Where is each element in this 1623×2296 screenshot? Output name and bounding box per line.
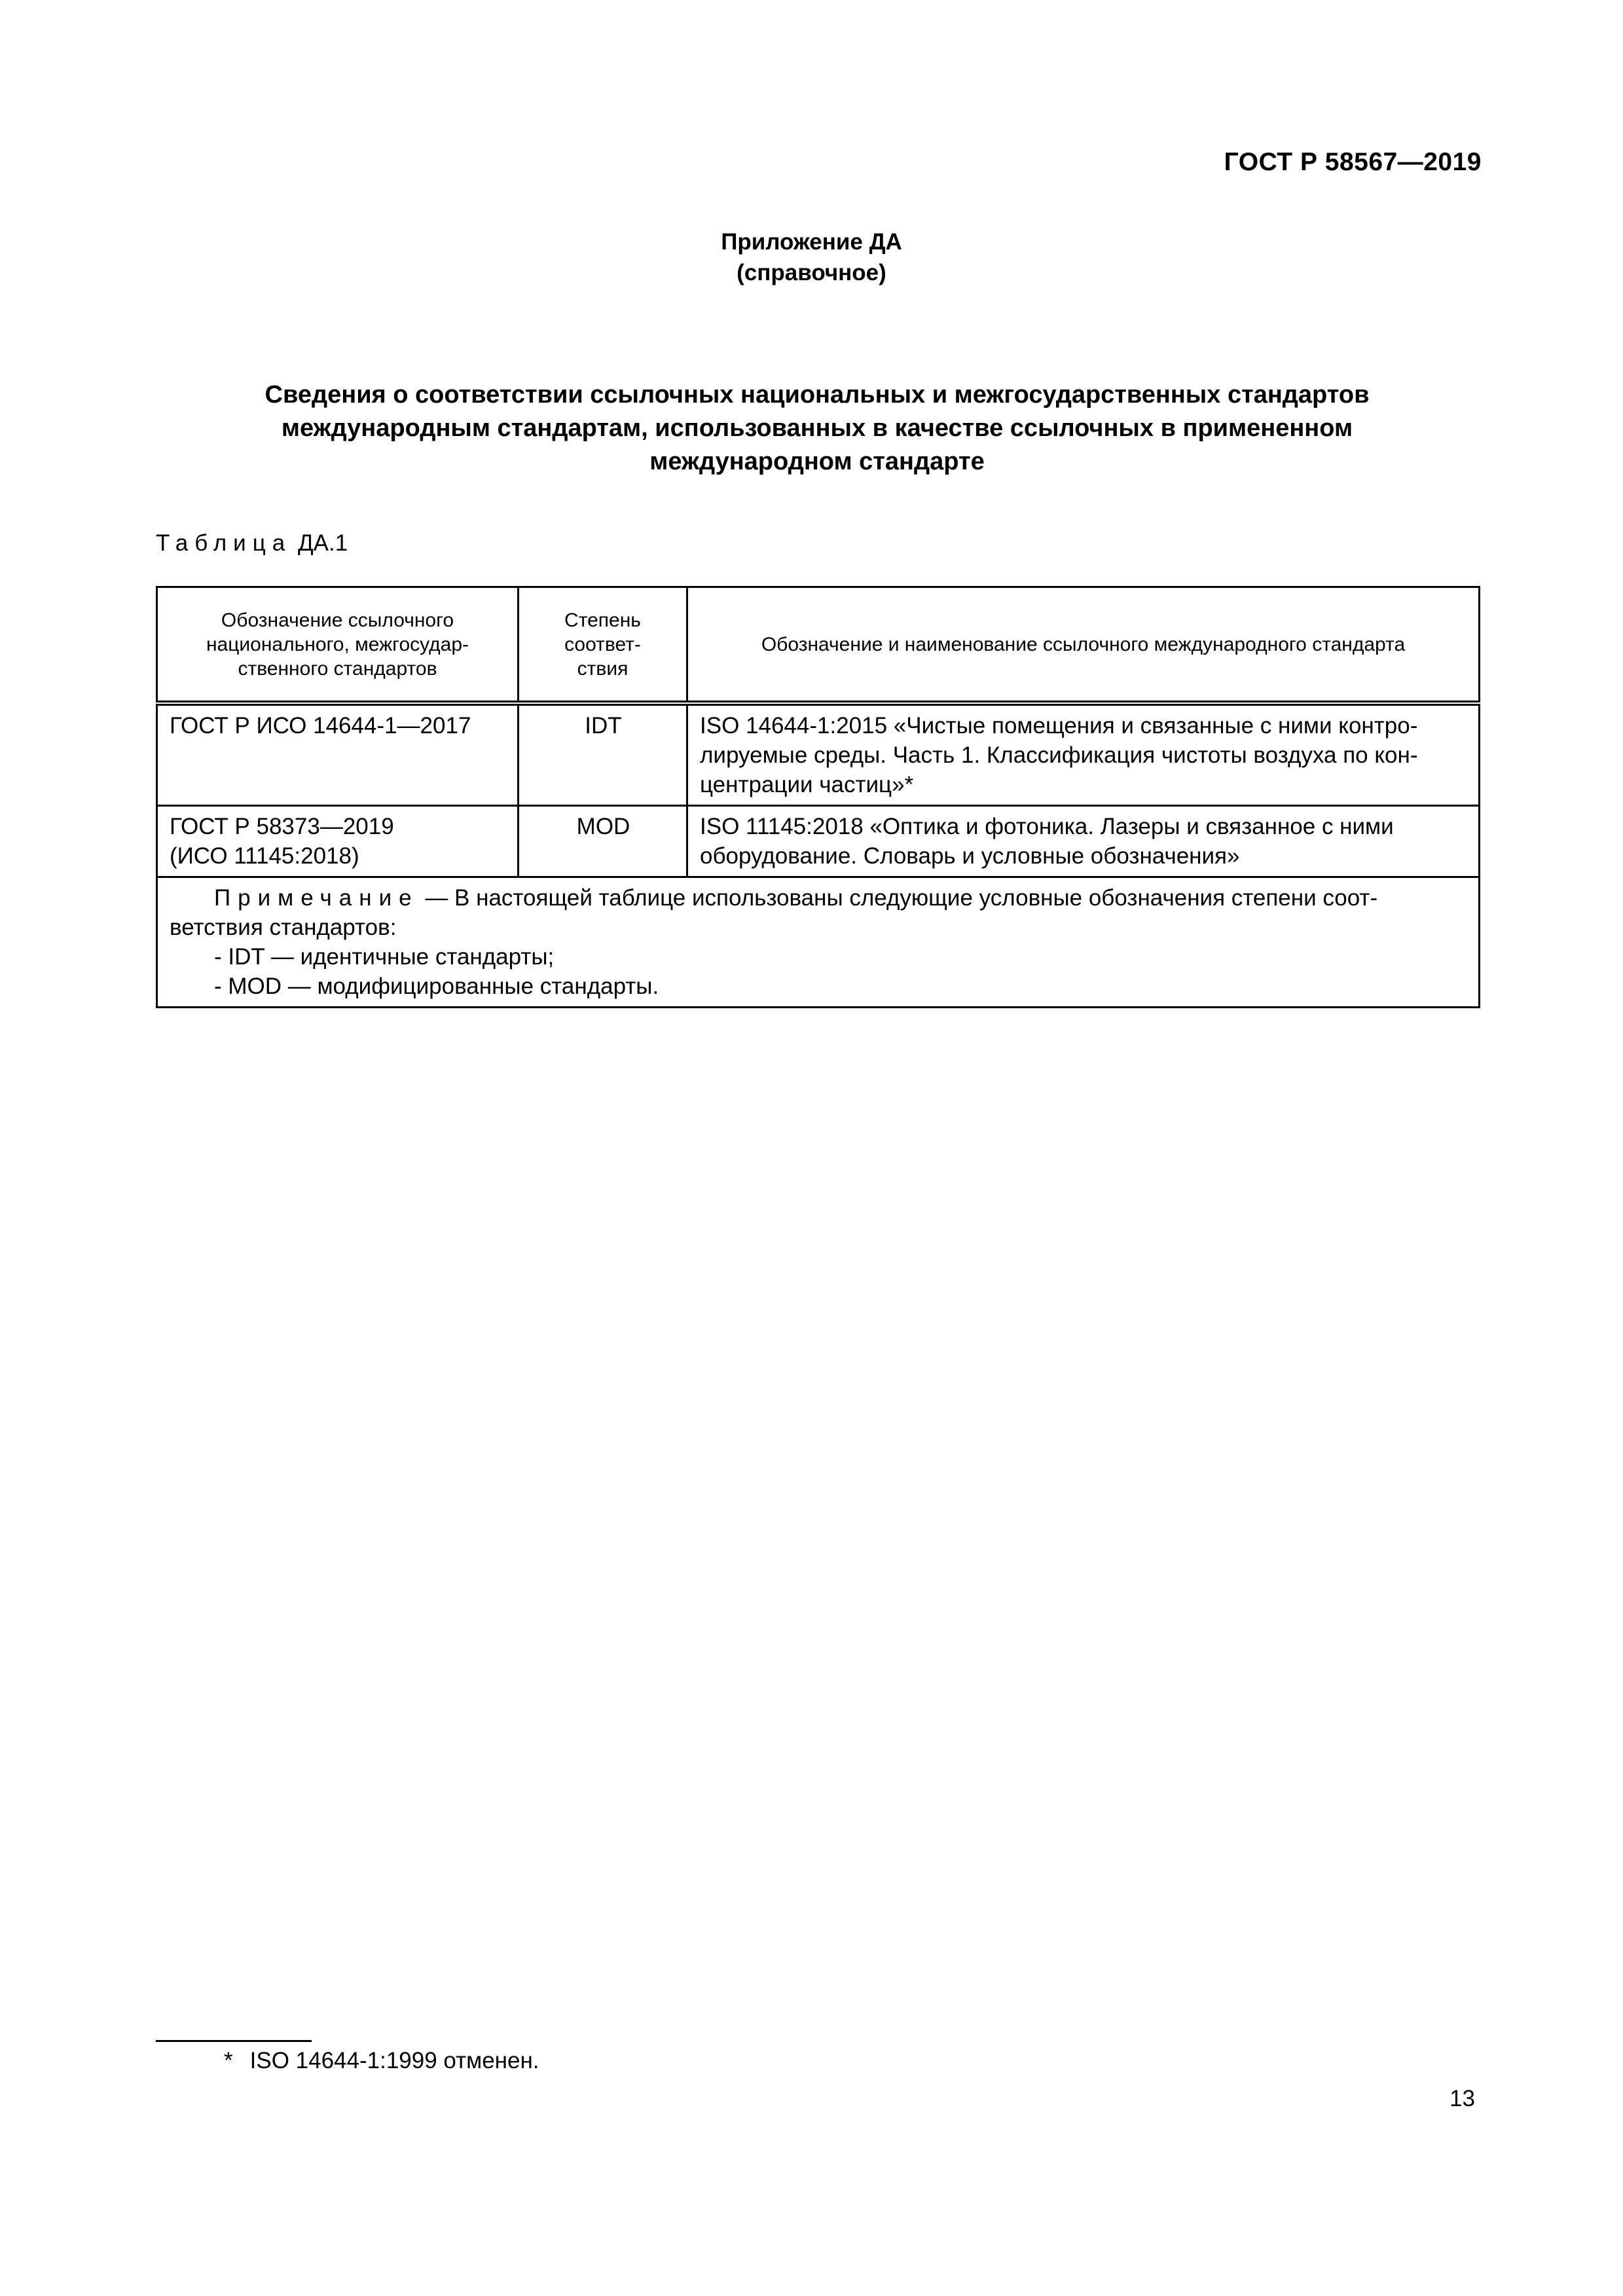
note-text: ветствия стандартов: [170,915,397,940]
footnote-text: ISO 14644-1:1999 отменен. [249,2048,539,2073]
note-label: Примечание [214,885,419,911]
note-item: - IDT — идентичные стандарты; [214,944,555,970]
table-row [157,703,1480,806]
header-national-standard: Обозначение ссылочного национального, межгосудар- ственного стандартов [157,587,519,704]
main-title-line: международным стандартам, использованных в качестве ссылочных в примененном [281,414,1353,442]
page-number: 13 [1450,2086,1475,2111]
table-caption [156,530,348,556]
cell-national-standard: ГОСТ Р 58373—2019 (ИСО 11145:2018) [157,806,519,877]
document-code: ГОСТ Р 58567—2019 [1224,148,1482,176]
header-degree: Степень соответ- ствия [519,587,687,704]
cell-national-standard: ГОСТ Р ИСО 14644-1—2017 [157,703,519,806]
appendix-heading [0,227,1623,288]
cell-degree: IDT [519,703,687,806]
footnote-mark: * [224,2048,233,2073]
table-caption-word: Таблица [156,530,292,556]
footnote [224,2048,539,2074]
appendix-subtitle: (справочное) [737,260,886,285]
cell-international-standard: ISO 11145:2018 «Оптика и фотоника. Лазеры и связанное с ними оборудование. Словарь и условные обозначения» [687,806,1480,877]
note-text: — В настоящей таблице использованы следующие условные обозначения степени соот- [418,885,1378,911]
table-header-row [157,587,1480,704]
table-note-row [157,877,1480,1008]
main-title-line: международном стандарте [649,448,985,475]
header-international-standard: Обозначение и наименование ссылочного международного стандарта [687,587,1480,704]
references-table [156,586,1480,1008]
main-title-line: Сведения о соответствии ссылочных национальных и межгосударственных стандартов [264,381,1370,409]
note-item: - MOD — модифицированные стандарты. [214,974,659,999]
main-title [157,378,1477,479]
table-note [157,877,1480,1008]
appendix-title: Приложение ДА [721,229,902,255]
table-row [157,806,1480,877]
footnote-divider [156,2040,312,2042]
table-caption-number: ДА.1 [297,530,348,556]
cell-international-standard: ISO 14644-1:2015 «Чистые помещения и связанные с ними контро- лируемые среды. Часть 1. Классификация чистоты воздуха по кон- центрации частиц»* [687,703,1480,806]
cell-degree: MOD [519,806,687,877]
